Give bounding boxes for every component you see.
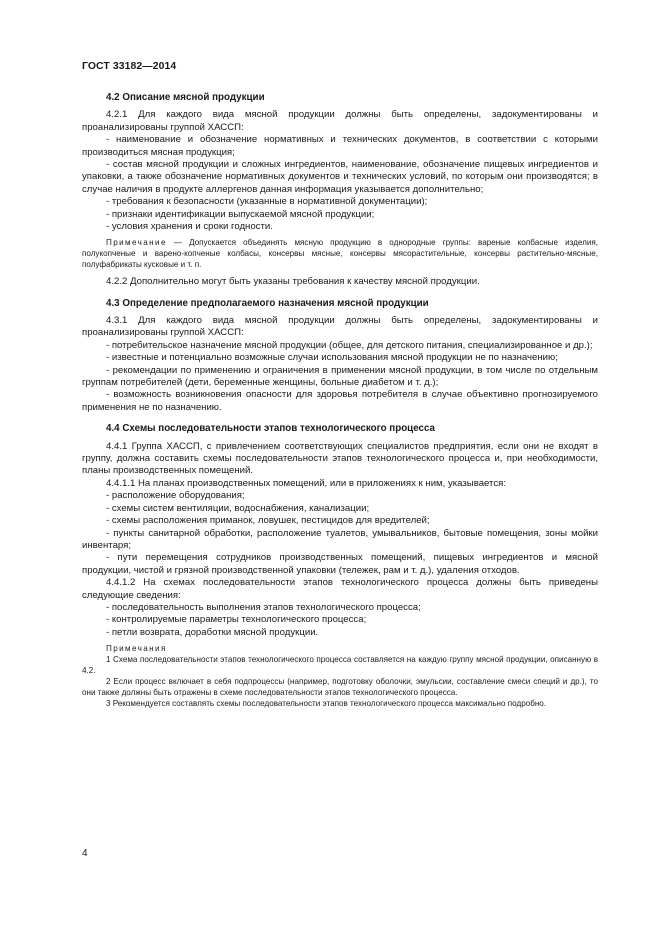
document-body bbox=[82, 92, 598, 710]
list-item: - рекомендации по применению и ограничения в применении мясной продукции, в том числе по отдельным группам потребителей (дети, беременные женщины, больные диабетом и т. д.); bbox=[82, 364, 598, 389]
paragraph-4-4-1-2: 4.4.1.2 На схемах последовательности этапов технологического процесса должны быть приведены следующие сведения: bbox=[82, 577, 598, 601]
paragraph-4-3-1: 4.3.1 Для каждого вида мясной продукции должны быть определены, задокументированы и проанализированы группой ХАССП: bbox=[82, 315, 598, 339]
list-item: - петли возврата, доработки мясной продукции. bbox=[106, 626, 319, 638]
list-item: - последовательность выполнения этапов технологического процесса; bbox=[106, 601, 421, 613]
paragraph-4-4-1: 4.4.1 Группа ХАССП, с привлечением соответствующих специалистов предприятия, если они не входят в группу, должна составить схемы последовательности этапов технологического процесса и, при необходимости, планы производственных помещений. bbox=[82, 440, 598, 477]
section-4-2-heading: 4.2 Описание мясной продукции bbox=[106, 92, 265, 103]
paragraph-4-4-1-1: 4.4.1.1 На планах производственных помещений, или в приложениях к ним, указывается: bbox=[106, 477, 506, 489]
note-item: 3 Рекомендуется составлять схемы последовательности этапов технологического процесса максимально подробно. bbox=[106, 698, 547, 708]
list-item: - схемы систем вентиляции, водоснабжения, канализации; bbox=[106, 502, 370, 514]
list-item: - схемы расположения приманок, ловушек, пестицидов для вредителей; bbox=[106, 515, 430, 527]
notes-label: Примечания bbox=[106, 644, 167, 654]
list-item: - признаки идентификации выпускаемой мясной продукции; bbox=[106, 208, 375, 220]
section-4-4-heading: 4.4 Схемы последовательности этапов технологического процесса bbox=[106, 423, 435, 435]
list-item: - пути перемещения сотрудников производственных помещений, пищевых ингредиентов и мясной продукции, чистой и грязной производственной упаковки (тележек, рам и т. д.), удаления отходов. bbox=[82, 552, 598, 576]
note-text: — Допускается объединять мясную продукцию в однородные группы: вареные колбасные изделия, полукопченые и варено-копченые колбасы, консервы мясные, консервы мясорастительные, консервы растительно-мясные, полуфабрикаты кусковые и т. п. bbox=[82, 238, 598, 270]
paragraph-4-2-2: 4.2.2 Дополнительно могут быть указаны требования к качеству мясной продукции. bbox=[106, 276, 480, 288]
paragraph-4-2-1: 4.2.1 Для каждого вида мясной продукции должны быть определены, задокументированы и проанализированы группой ХАССП: bbox=[82, 109, 598, 133]
list-item: - контролируемые параметры технологического процесса; bbox=[106, 614, 367, 626]
page-number: 4 bbox=[82, 848, 88, 859]
note-item: 2 Если процесс включает в себя подпроцессы (например, подготовку оболочки, эмульсии, составление смеси специй и др.), то они также должны быть отражены в схеме последовательности этапов технологического процесса. bbox=[82, 676, 598, 697]
document-id: ГОСТ 33182—2014 bbox=[82, 61, 177, 72]
note-4-2 bbox=[82, 238, 598, 271]
list-item: - расположение оборудования; bbox=[106, 490, 245, 502]
note-item: 1 Схема последовательности этапов технологического процесса составляется на каждую группу мясной продукции, описанную в 4.2. bbox=[82, 655, 598, 675]
list-item: - состав мясной продукции и сложных ингредиентов, наименование, обозначение пищевых ингредиентов и упаковки, а также обозначение нормативных документов и технических условий, по которым они производятся; в случае наличия в продукте аллергенов данная информация указывается дополнительно; bbox=[82, 159, 598, 195]
list-item: - известные и потенциально возможные случаи использования мясной продукции не по назначению; bbox=[106, 352, 558, 364]
note-label: Примечание bbox=[106, 238, 167, 248]
list-item: - потребительское назначение мясной продукции (общее, для детского питания, специализированное и др.); bbox=[106, 339, 593, 351]
list-item: - пункты санитарной обработки, расположение туалетов, умывальников, бытовые помещения, зоны мойки инвентаря; bbox=[82, 527, 598, 551]
list-item: - условия хранения и сроки годности. bbox=[106, 221, 273, 233]
notes-heading bbox=[82, 644, 598, 655]
list-item: - возможность возникновения опасности для здоровья потребителя в случае объективно прогнозируемого применения не по назначению. bbox=[82, 389, 598, 413]
list-item: - наименование и обозначение нормативных и технических документов, в соответствии с которыми производиться мясная продукция; bbox=[82, 134, 598, 158]
list-item: - требования к безопасности (указанные в нормативной документации); bbox=[106, 196, 428, 208]
section-4-3-heading: 4.3 Определение предполагаемого назначения мясной продукции bbox=[106, 297, 429, 309]
